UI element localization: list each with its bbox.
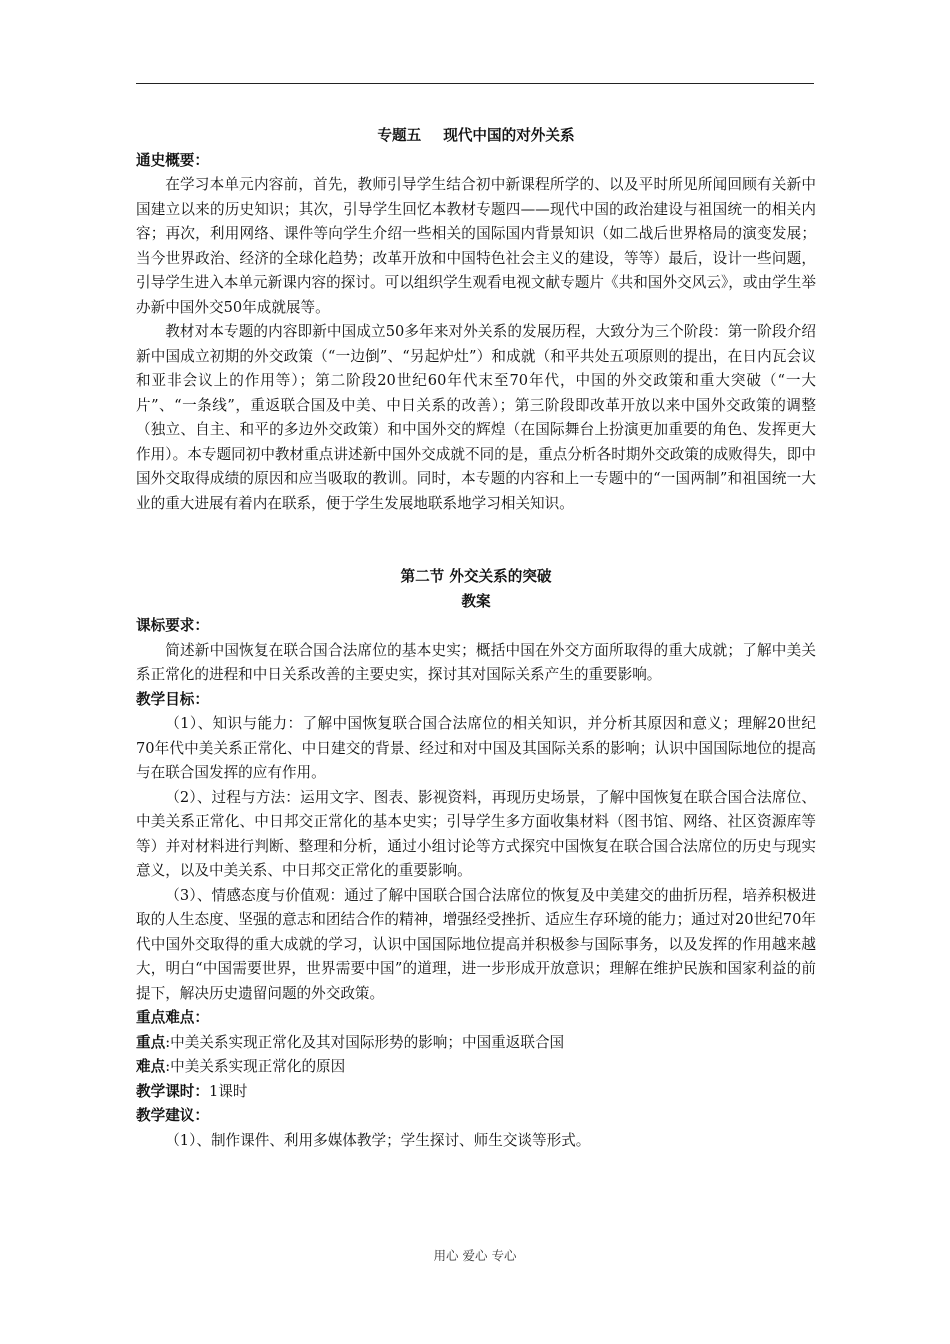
- topic-title: [136, 124, 816, 149]
- overview-paragraph-2: 教材对本专题的内容即新中国成立50多年来对外关系的发展历程，大致分为三个阶段：第一阶段介绍新中国成立初期的外交政策（“一边倒”、“另起炉灶”）和成就（和平共处五项原则的提出，在日内瓦会议和亚非会议上的作用等）；第二阶段20世纪60年代末至70年代，中国的外交政策和重大突破（“一大片”、“一条线”，重返联合国及中美、中日关系的改善）；第三阶段即改革开放以来中国外交政策的调整（独立、自主、和平的多边外交政策）和中国外交的辉煌（在国际舞台上扮演更加重要的角色、发挥更大作用）。本专题同初中教材重点讲述新中国外交成就不同的是，重点分析各时期外交政策的成败得失，即中国外交取得成绩的原因和应当吸取的教训。同时，本专题的内容和上一专题中的“一国两制”和祖国统一大业的重大进展有着内在联系，便于学生发展地联系地学习相关知识。: [136, 323, 816, 512]
- section-title: 第二节 外交关系的突破: [400, 568, 552, 585]
- standards-text: 简述新中国恢复在联合国合法席位的基本史实；概括中国在外交方面所取得的重大成就；了解中美关系正常化的进程和中日关系改善的主要史实，探讨其对国际关系产生的重要影响。: [136, 641, 816, 683]
- goal-item-1: （1）、知识与能力：了解中国恢复联合国合法席位的相关知识，并分析其原因和意义；理解20世纪70年代中美关系正常化、中日建交的背景、经过和对中国及其国际关系的影响；认识中国国际地位的提高与在联合国发挥的应有作用。: [136, 715, 816, 781]
- hours-label: 教学课时：: [136, 1082, 209, 1100]
- section-spacer: [136, 516, 816, 565]
- document-body: [136, 124, 816, 1153]
- goal-item-3: （3）、情感态度与价值观：通过了解中国联合国合法席位的恢复及中美建交的曲折历程，培养积极进取的人生态度、坚强的意志和团结合作的精神，增强经受挫折、适应生存环境的能力；通过对20世纪70年代中国外交取得的重大成就的学习，认识中国国际地位提高并积极参与国际事务，以及发挥的作用越来越大，明白“中国需要世界，世界需要中国”的道理，进一步形成开放意识；理解在维护民族和国家利益的前提下，解决历史遗留问题的外交政策。: [136, 886, 816, 1002]
- standards-heading: 课标要求：: [136, 617, 209, 634]
- topic-label: 专题五: [377, 127, 422, 144]
- header-rule: [136, 83, 814, 84]
- goals-heading: 教学目标：: [136, 690, 209, 708]
- overview-paragraph-1: 在学习本单元内容前，首先，教师引导学生结合初中新课程所学的、以及平时所见所闻回顾有关新中国建立以来的历史知识；其次，引导学生回忆本教材专题四——现代中国的政治建设与祖国统一的相关内容；再次，利用网络、课件等向学生介绍一些相关的国际国内背景知识（如二战后世界格局的演变发展；当今世界政治、经济的全球化趋势；改革开放和中国特色社会主义的建设，等等）最后，设计一些问题，引导学生进入本单元新课内容的探讨。可以组织学生观看电视文献专题片《共和国外交风云》，或由学生举办新中国外交50年成就展等。: [136, 176, 816, 316]
- difficulty-line: [136, 1055, 816, 1080]
- overview-heading: 通史概要：: [136, 151, 209, 169]
- difficulty-label: 难点: [136, 1058, 166, 1075]
- key-point-line: [136, 1031, 816, 1056]
- section-subtitle: 教案: [461, 592, 491, 610]
- difficulty-text: :中美关系实现正常化的原因: [165, 1058, 346, 1075]
- hours-line: [136, 1080, 816, 1105]
- suggestions-heading: 教学建议：: [136, 1107, 209, 1124]
- goal-item-2: （2）、过程与方法：运用文字、图表、影视资料，再现历史场景，了解中国恢复在联合国合法席位、中美关系正常化、中日邦交正常化的基本史实；引导学生多方面收集材料（图书馆、网络、社区资源库等等）并对材料进行判断、整理和分析，通过小组讨论等方式探究中国恢复在联合国合法席位的历史与现实意义，以及中美关系、中日邦交正常化的重要影响。: [136, 788, 816, 879]
- topic-name: 现代中国的对外关系: [443, 127, 575, 144]
- page-footer: 用心 爱心 专心: [433, 1248, 517, 1263]
- hours-value: 1课时: [208, 1082, 248, 1100]
- key-point-text: :中美关系实现正常化及其对国际形势的影响；中国重返联合国: [165, 1033, 565, 1051]
- suggestion-item-1: （1）、制作课件、利用多媒体教学；学生探讨、师生交谈等形式。: [165, 1131, 591, 1149]
- key-points-heading: 重点难点：: [136, 1009, 209, 1026]
- key-point-label: 重点: [136, 1033, 166, 1051]
